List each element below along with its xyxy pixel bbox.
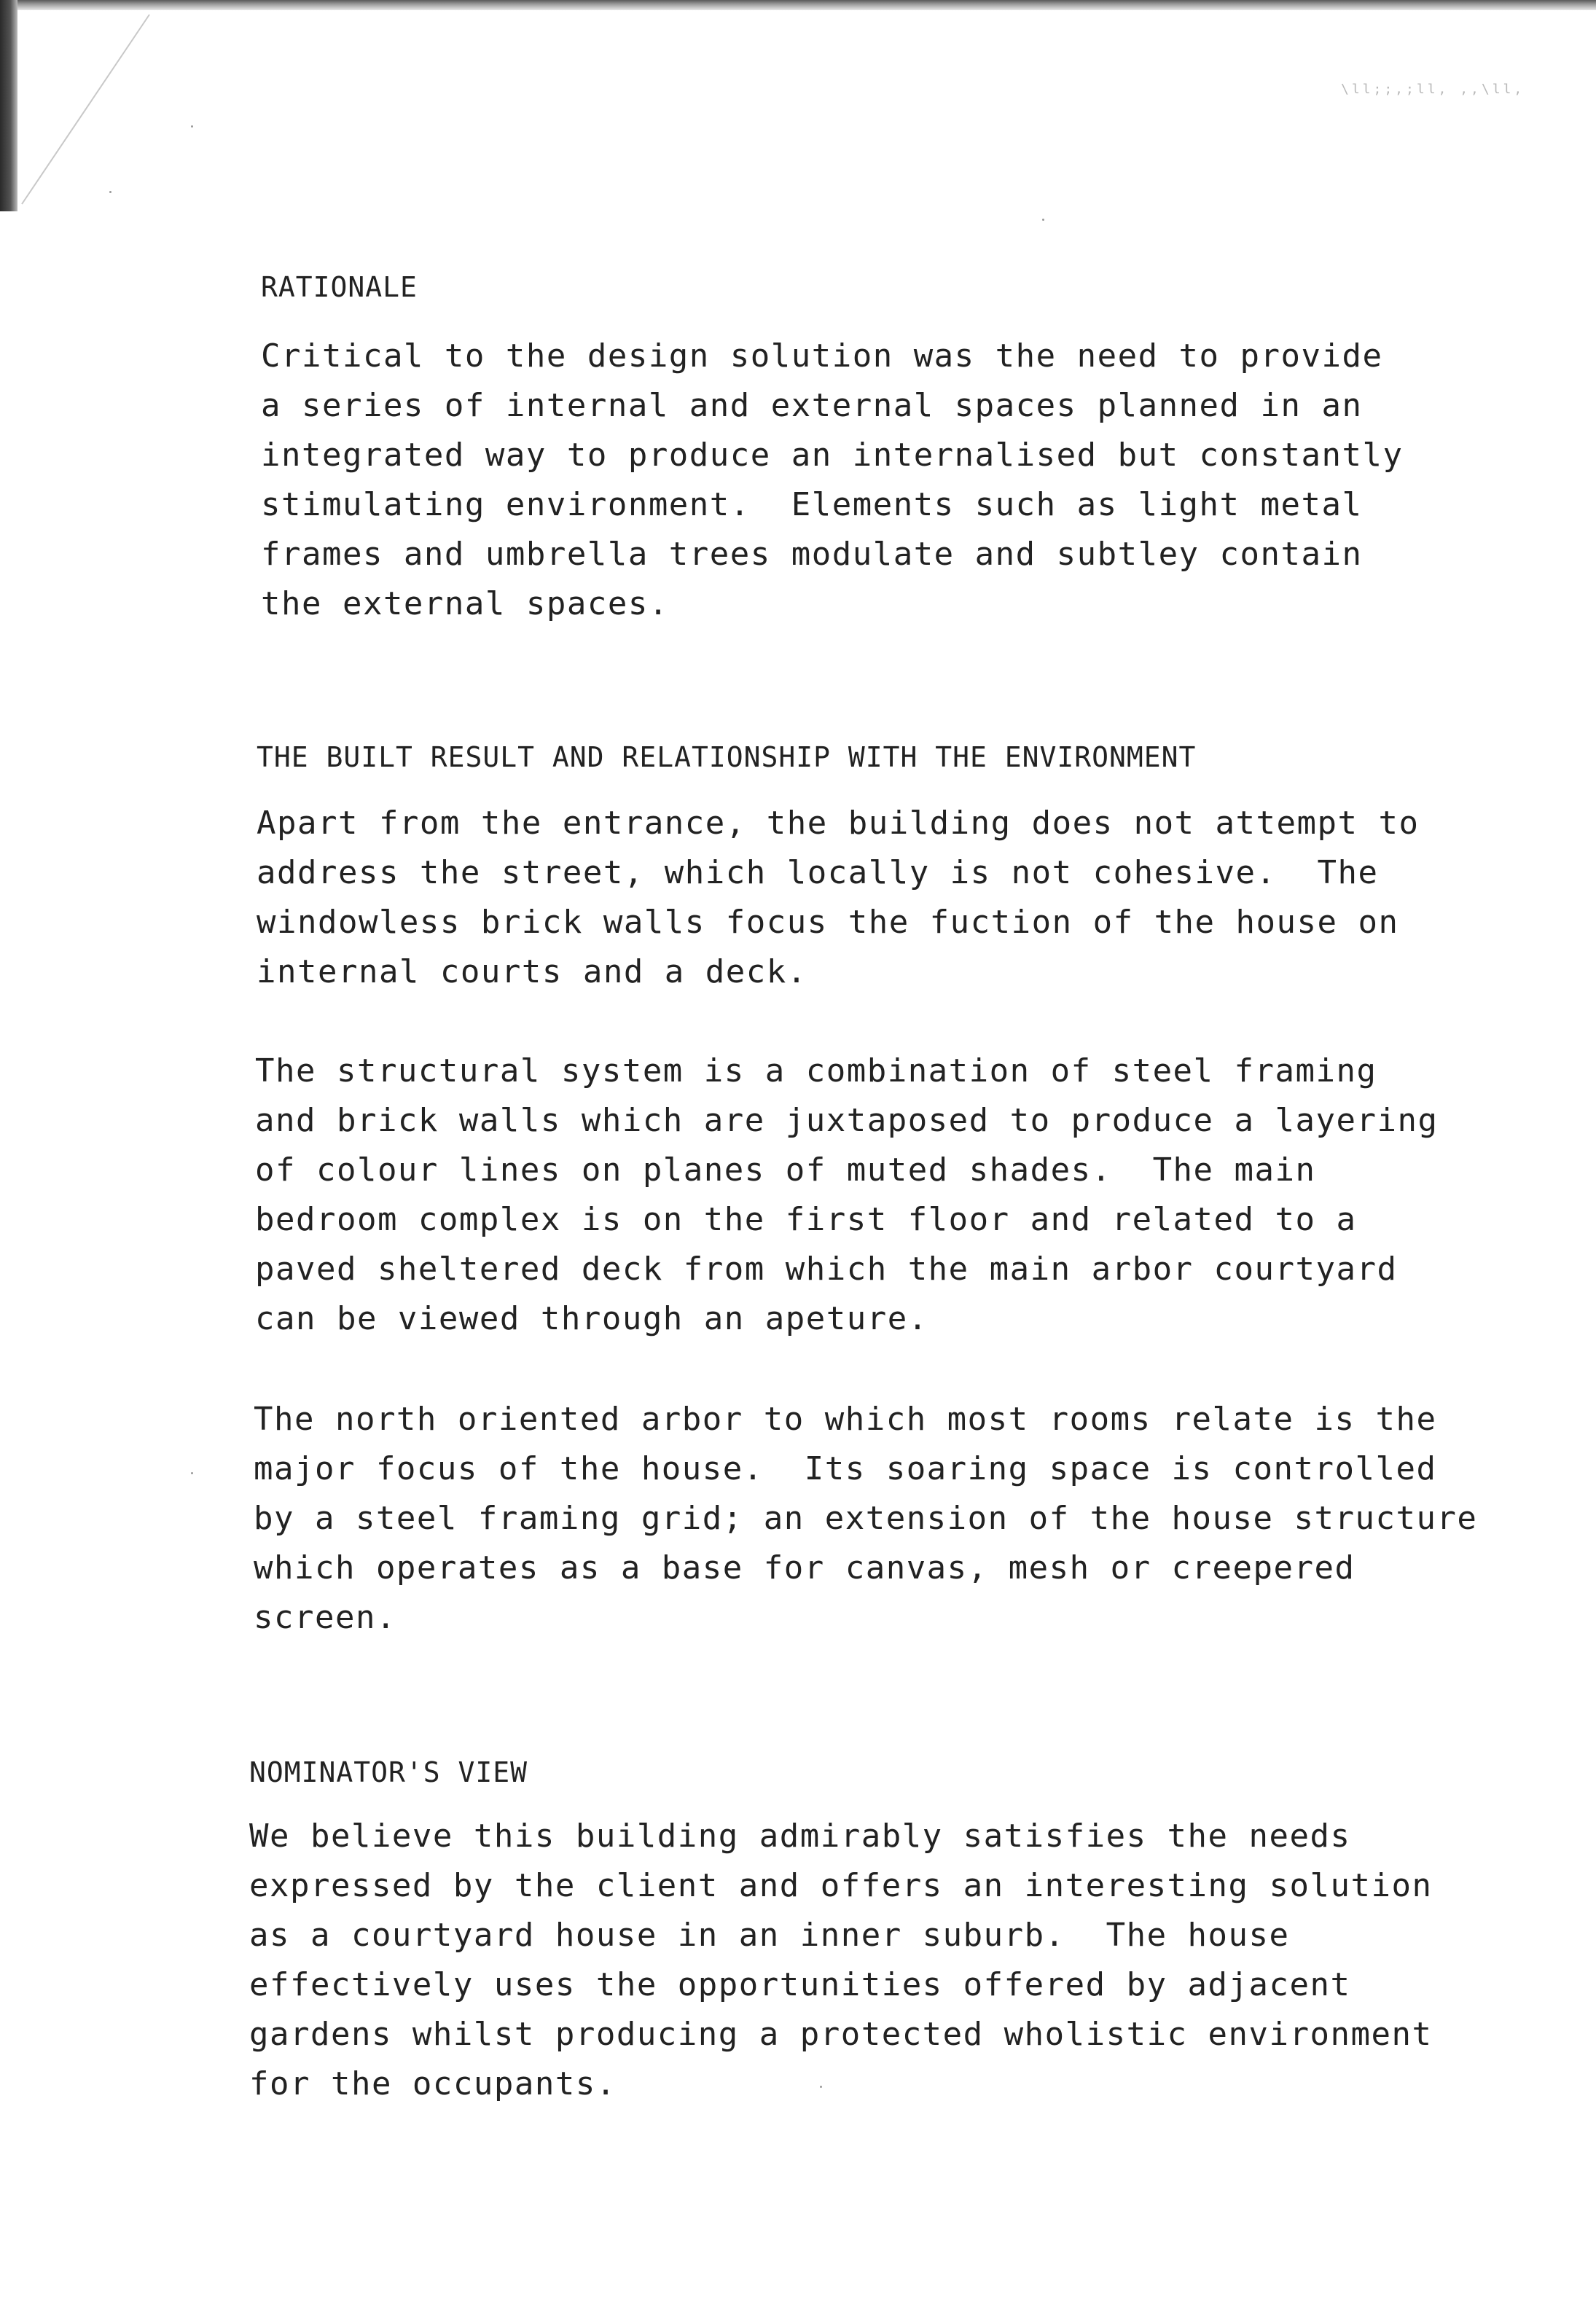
speck	[1042, 219, 1044, 221]
text-line: and brick walls which are juxtaposed to produce a layering	[255, 1102, 1439, 1139]
section-heading-built-result: THE BUILT RESULT AND RELATIONSHIP WITH THE ENVIRONMENT	[257, 741, 1197, 773]
text-line: paved sheltered deck from which the main arbor courtyard	[255, 1251, 1398, 1288]
paragraph-built-result-2	[255, 1046, 1438, 1344]
text-line: screen.	[254, 1599, 396, 1636]
text-line: expressed by the client and offers an interesting solution	[249, 1867, 1433, 1904]
section-heading-rationale: RATIONALE	[261, 271, 418, 303]
folded-corner-line	[0, 0, 168, 219]
text-line: the external spaces.	[261, 585, 669, 622]
text-line: for the occupants.	[249, 2065, 617, 2102]
speck	[191, 125, 193, 128]
text-line: as a courtyard house in an inner suburb. The house	[249, 1917, 1290, 1954]
text-line: effectively uses the opportunities offered by adjacent	[249, 1966, 1351, 2003]
text-line: major focus of the house. Its soaring space is controlled	[254, 1450, 1437, 1487]
text-line: frames and umbrella trees modulate and subtley contain	[261, 536, 1363, 573]
paragraph-nominators-view	[249, 1812, 1432, 2109]
text-line: internal courts and a deck.	[257, 953, 807, 990]
text-line: The structural system is a combination of steel framing	[255, 1052, 1377, 1089]
text-line: stimulating environment. Elements such as light metal	[261, 486, 1363, 523]
text-line: which operates as a base for canvas, mesh or creepered	[254, 1549, 1356, 1586]
faint-scan-mark: \ll;;,;ll, ,,\ll,	[1341, 82, 1525, 97]
text-line: windowless brick walls focus the fuction of the house on	[257, 904, 1399, 941]
speck	[109, 191, 112, 193]
text-line: The north oriented arbor to which most rooms relate is the	[254, 1401, 1437, 1438]
scan-top-border	[0, 0, 1596, 10]
text-line: a series of internal and external spaces planned in an	[261, 387, 1363, 424]
paragraph-built-result-1	[257, 799, 1419, 997]
text-line: gardens whilst producing a protected wholistic environment	[249, 2016, 1433, 2053]
text-line: bedroom complex is on the first floor and related to a	[255, 1201, 1357, 1238]
text-line: Apart from the entrance, the building does not attempt to	[257, 805, 1420, 842]
paragraph-built-result-3	[254, 1395, 1477, 1643]
paragraph-rationale	[261, 332, 1403, 629]
text-line: Critical to the design solution was the need to provide	[261, 337, 1383, 375]
text-line: address the street, which locally is not cohesive. The	[257, 854, 1379, 891]
text-line: can be viewed through an apeture.	[255, 1300, 928, 1337]
text-line: We believe this building admirably satisfies the needs	[249, 1818, 1351, 1855]
text-line: by a steel framing grid; an extension of the house structure	[254, 1500, 1478, 1537]
speck	[191, 1472, 193, 1474]
text-line: integrated way to produce an internalised but constantly	[261, 437, 1404, 474]
text-line: of colour lines on planes of muted shades. The main	[255, 1151, 1316, 1189]
section-heading-nominators-view: NOMINATOR'S VIEW	[249, 1756, 528, 1788]
